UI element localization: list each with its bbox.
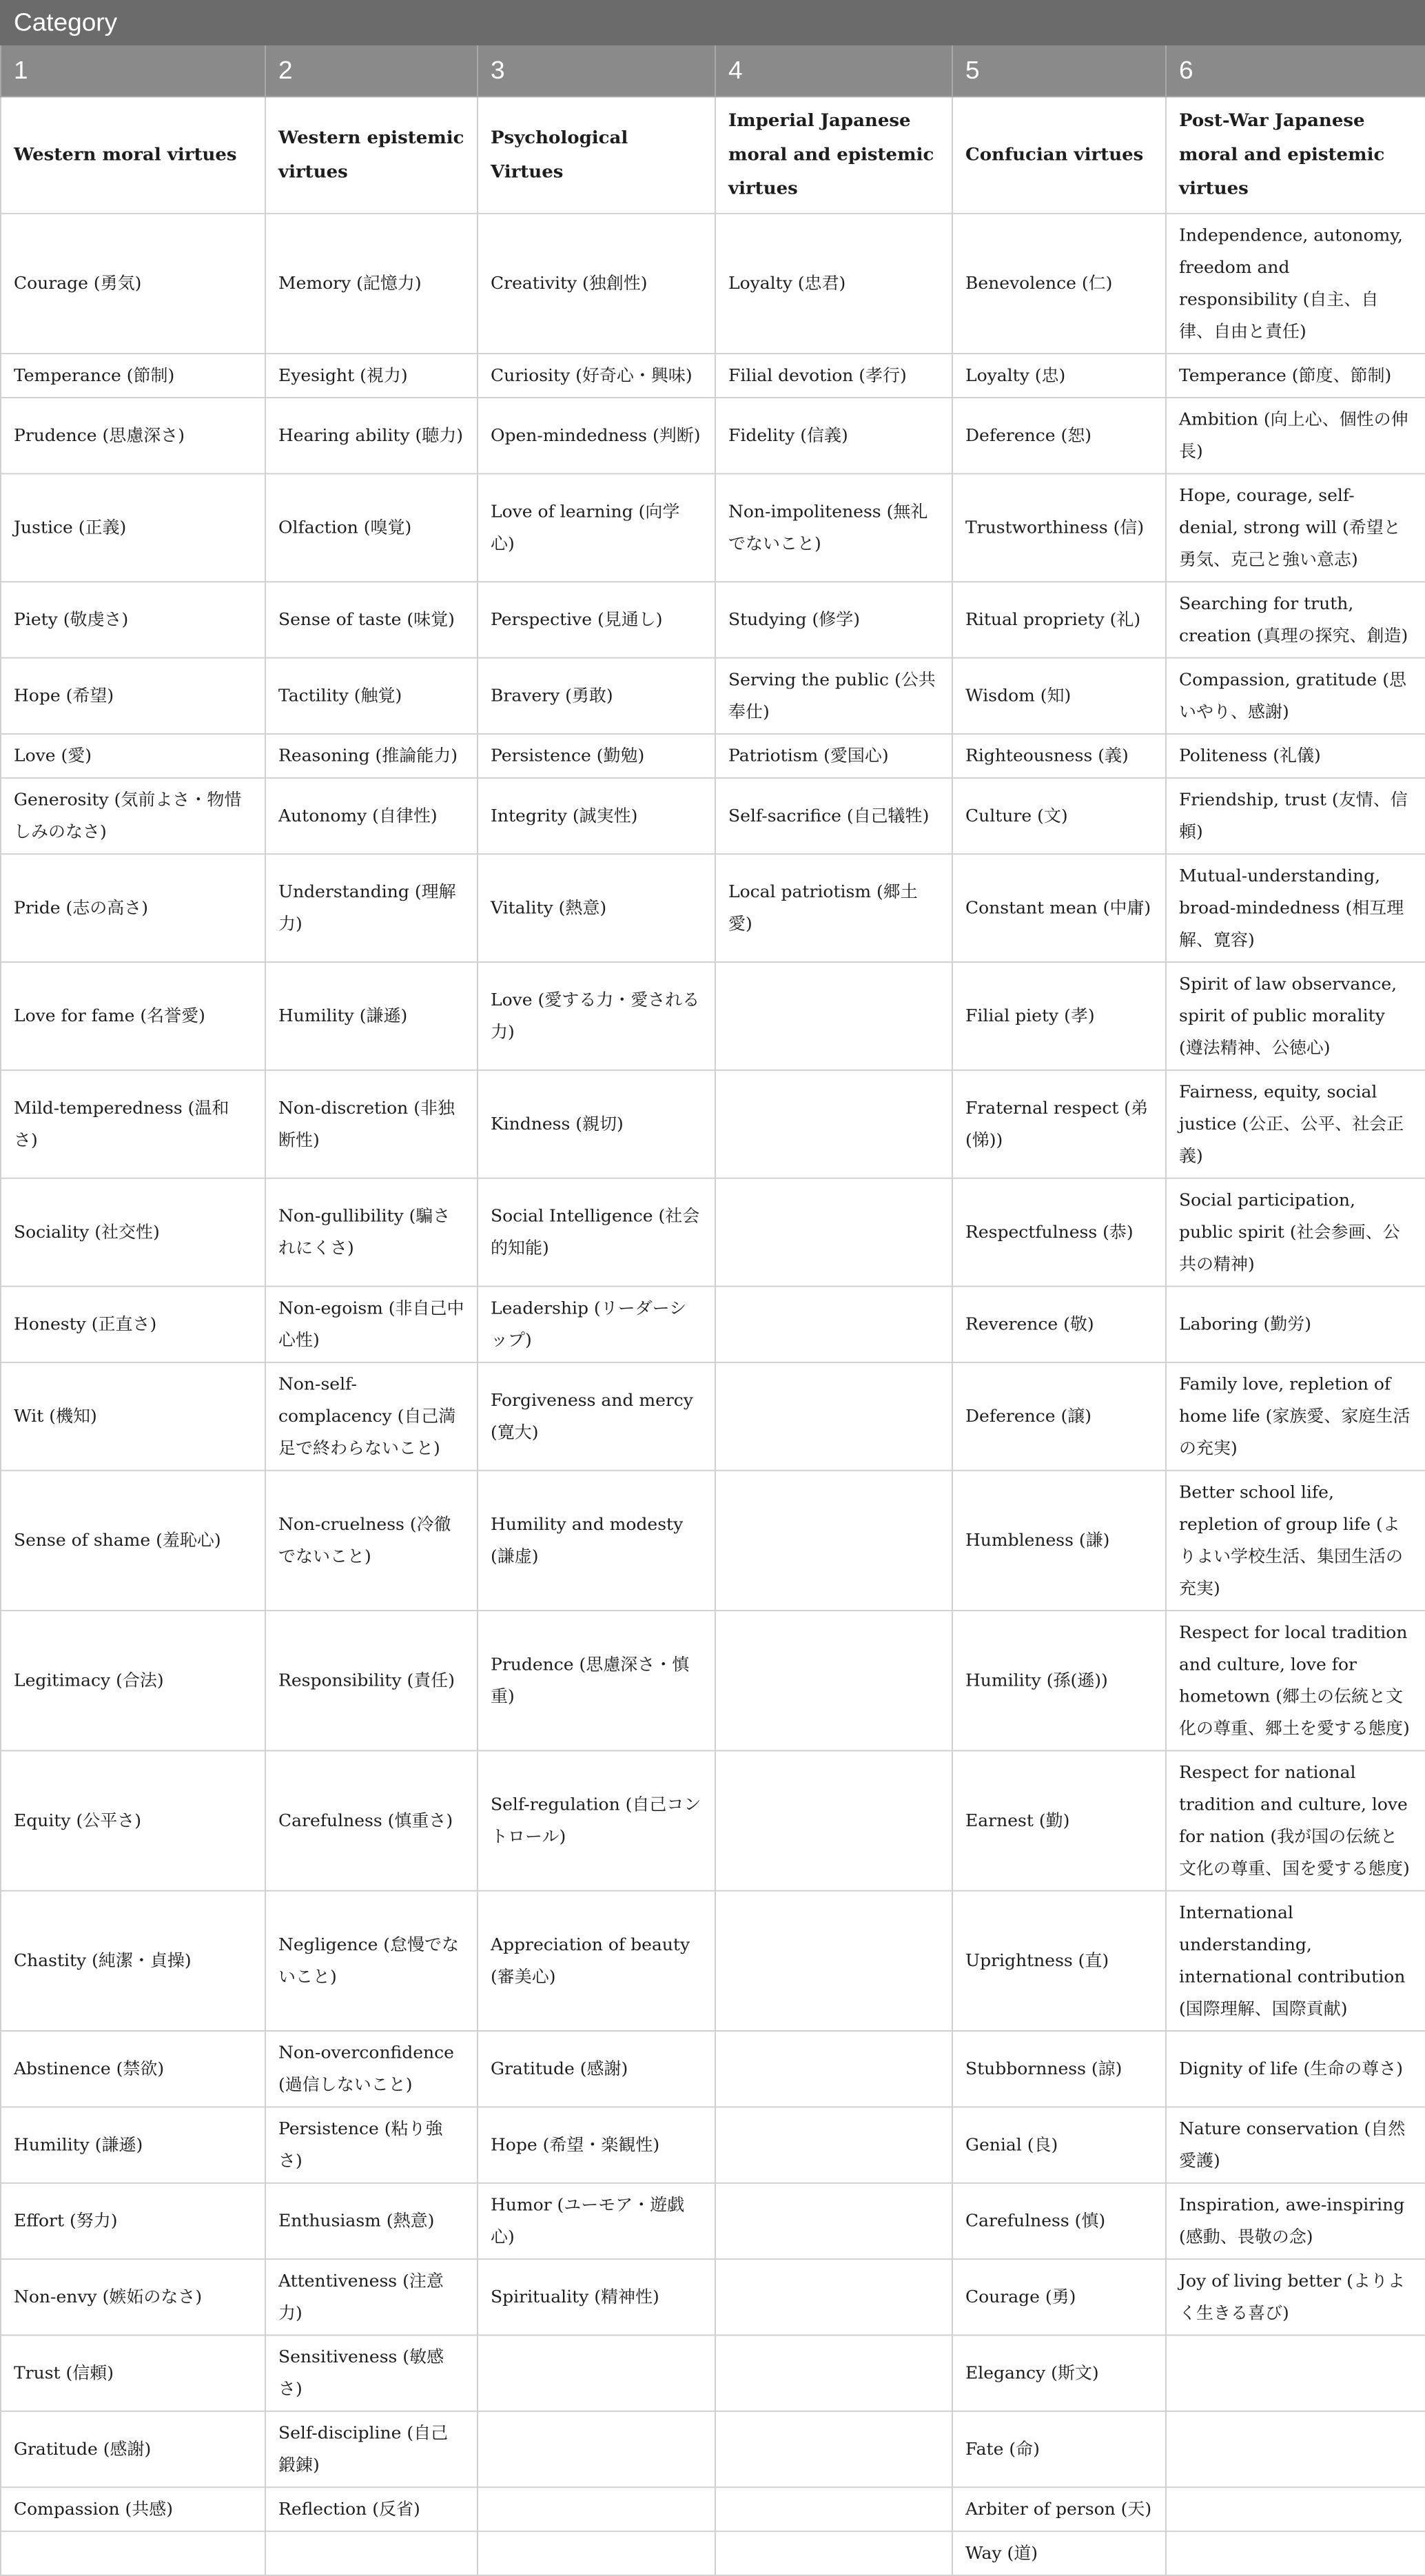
table-row bbox=[1, 2259, 1425, 2335]
table-cell: Olfaction (嗅覚) bbox=[265, 473, 478, 582]
table-cell: Vitality (熱意) bbox=[478, 854, 715, 962]
table-cell: Humbleness (謙) bbox=[952, 1471, 1166, 1611]
table-cell bbox=[715, 2107, 952, 2183]
table-cell: Appreciation of beauty (審美心) bbox=[478, 1891, 715, 2031]
table-cell: Responsibility (責任) bbox=[265, 1611, 478, 1750]
table-cell: Forgiveness and mercy (寛大) bbox=[478, 1362, 715, 1471]
table-cell: Legitimacy (合法) bbox=[1, 1611, 265, 1750]
table-cell: Genial (良) bbox=[952, 2107, 1166, 2183]
table-cell: Wit (機知) bbox=[1, 1362, 265, 1471]
category-label: Category bbox=[1, 1, 1425, 45]
table-cell: Independence, autonomy, freedom and responsibility (自主、自律、自由と責任) bbox=[1166, 214, 1425, 354]
table-cell: Social Intelligence (社会的知能) bbox=[478, 1178, 715, 1287]
table-cell: Local patriotism (郷土愛) bbox=[715, 854, 952, 962]
table-row bbox=[1, 2183, 1425, 2259]
table-cell: Respect for national tradition and culture, love for nation (我が国の伝統と文化の尊重、国を愛する態度) bbox=[1166, 1750, 1425, 1890]
table-cell: Love (愛) bbox=[1, 734, 265, 778]
column-number: 2 bbox=[265, 45, 478, 97]
table-row bbox=[1, 2531, 1425, 2575]
table-cell: Leadership (リーダーシップ) bbox=[478, 1287, 715, 1362]
table-cell: Non-self-complacency (自己満足で終わらないこと) bbox=[265, 1362, 478, 1471]
table-cell: Persistence (粘り強さ) bbox=[265, 2107, 478, 2183]
table-cell: Carefulness (慎) bbox=[952, 2183, 1166, 2259]
table-cell: Hope (希望・楽観性) bbox=[478, 2107, 715, 2183]
table-cell: Social participation, public spirit (社会参画、公共の精神) bbox=[1166, 1178, 1425, 1287]
table-cell: Sociality (社交性) bbox=[1, 1178, 265, 1287]
table-row bbox=[1, 1891, 1425, 2031]
table-cell: Ritual propriety (礼) bbox=[952, 582, 1166, 657]
table-cell: Humility and modesty (謙虚) bbox=[478, 1471, 715, 1611]
table-cell: Respectfulness (恭) bbox=[952, 1178, 1166, 1287]
table-cell: Loyalty (忠君) bbox=[715, 214, 952, 354]
table-cell bbox=[478, 2411, 715, 2487]
table-cell bbox=[715, 2487, 952, 2531]
table-cell: Justice (正義) bbox=[1, 473, 265, 582]
table-row bbox=[1, 1362, 1425, 1471]
table-row bbox=[1, 658, 1425, 734]
table-cell: Humility (謙遜) bbox=[265, 962, 478, 1070]
table-cell: Stubbornness (諒) bbox=[952, 2031, 1166, 2107]
table-cell: Inspiration, awe-inspiring (感動、畏敬の念) bbox=[1166, 2183, 1425, 2259]
table-cell: Mild-temperedness (温和さ) bbox=[1, 1070, 265, 1178]
table-cell: Loyalty (忠) bbox=[952, 354, 1166, 398]
table-cell: Nature conservation (自然愛護) bbox=[1166, 2107, 1425, 2183]
table-cell: Eyesight (視力) bbox=[265, 354, 478, 398]
table-cell: Trustworthiness (信) bbox=[952, 473, 1166, 582]
table-cell bbox=[715, 2183, 952, 2259]
table-cell: Self-sacrifice (自己犠牲) bbox=[715, 778, 952, 854]
table-cell: Courage (勇) bbox=[952, 2259, 1166, 2335]
table-cell: Deference (恕) bbox=[952, 398, 1166, 473]
table-row bbox=[1, 1287, 1425, 1362]
table-cell: Non-cruelness (冷徹でないこと) bbox=[265, 1471, 478, 1611]
table-cell: Friendship, trust (友情、信頼) bbox=[1166, 778, 1425, 854]
table-cell: Patriotism (愛国心) bbox=[715, 734, 952, 778]
table-cell: Sensitiveness (敏感さ) bbox=[265, 2335, 478, 2411]
table-cell: Fairness, equity, social justice (公正、公平、社会正義) bbox=[1166, 1070, 1425, 1178]
column-header: Post-War Japanese moral and epistemic virtues bbox=[1166, 96, 1425, 213]
table-cell: Reasoning (推論能力) bbox=[265, 734, 478, 778]
table-cell: Fraternal respect (弟(悌)) bbox=[952, 1070, 1166, 1178]
table-cell: Temperance (節制) bbox=[1, 354, 265, 398]
table-cell: Way (道) bbox=[952, 2531, 1166, 2575]
table-cell bbox=[715, 1070, 952, 1178]
table-cell: Negligence (怠慢でないこと) bbox=[265, 1891, 478, 2031]
table-cell bbox=[1166, 2531, 1425, 2575]
table-cell: Courage (勇気) bbox=[1, 214, 265, 354]
table-cell: Bravery (勇敢) bbox=[478, 658, 715, 734]
table-cell bbox=[715, 2031, 952, 2107]
table-cell bbox=[1166, 2411, 1425, 2487]
table-cell: Love for fame (名誉愛) bbox=[1, 962, 265, 1070]
table-cell: Humility (孫(遜)) bbox=[952, 1611, 1166, 1750]
table-cell: Constant mean (中庸) bbox=[952, 854, 1166, 962]
table-cell: Open-mindedness (判断) bbox=[478, 398, 715, 473]
column-header: Western epistemic virtues bbox=[265, 96, 478, 213]
table-cell: Understanding (理解力) bbox=[265, 854, 478, 962]
table-cell: Searching for truth, creation (真理の探究、創造) bbox=[1166, 582, 1425, 657]
table-cell: Enthusiasm (熱意) bbox=[265, 2183, 478, 2259]
table-cell: Compassion, gratitude (思いやり、感謝) bbox=[1166, 658, 1425, 734]
table-cell: Honesty (正直さ) bbox=[1, 1287, 265, 1362]
table-cell: Curiosity (好奇心・興味) bbox=[478, 354, 715, 398]
table-row bbox=[1, 214, 1425, 354]
column-header: Western moral virtues bbox=[1, 96, 265, 213]
table-row bbox=[1, 1750, 1425, 1890]
table-cell: International understanding, international contribution (国際理解、国際貢献) bbox=[1166, 1891, 1425, 2031]
table-cell: Benevolence (仁) bbox=[952, 214, 1166, 354]
table-cell bbox=[715, 1178, 952, 1287]
table-row bbox=[1, 854, 1425, 962]
table-cell bbox=[715, 962, 952, 1070]
table-cell bbox=[715, 2259, 952, 2335]
table-cell bbox=[478, 2487, 715, 2531]
table-cell: Arbiter of person (天) bbox=[952, 2487, 1166, 2531]
table-cell bbox=[1166, 2487, 1425, 2531]
table-cell: Tactility (触覚) bbox=[265, 658, 478, 734]
table-cell: Politeness (礼儀) bbox=[1166, 734, 1425, 778]
table-cell: Joy of living better (よりよく生きる喜び) bbox=[1166, 2259, 1425, 2335]
table-cell: Gratitude (感謝) bbox=[1, 2411, 265, 2487]
table-cell: Effort (努力) bbox=[1, 2183, 265, 2259]
table-cell bbox=[478, 2335, 715, 2411]
table-cell: Persistence (勤勉) bbox=[478, 734, 715, 778]
column-number: 3 bbox=[478, 45, 715, 97]
column-header: Psychological Virtues bbox=[478, 96, 715, 213]
table-cell: Hope, courage, self-denial, strong will (希望と勇気、克己と強い意志) bbox=[1166, 473, 1425, 582]
table-row bbox=[1, 398, 1425, 473]
table-cell: Wisdom (知) bbox=[952, 658, 1166, 734]
table-cell bbox=[1, 2531, 265, 2575]
table-cell: Chastity (純潔・貞操) bbox=[1, 1891, 265, 2031]
table-row bbox=[1, 962, 1425, 1070]
table-cell: Serving the public (公共奉仕) bbox=[715, 658, 952, 734]
table-cell: Equity (公平さ) bbox=[1, 1750, 265, 1890]
table-cell bbox=[715, 2531, 952, 2575]
table-row bbox=[1, 778, 1425, 854]
table-cell: Non-overconfidence (過信しないこと) bbox=[265, 2031, 478, 2107]
table-cell: Ambition (向上心、個性の伸長) bbox=[1166, 398, 1425, 473]
column-header: Imperial Japanese moral and epistemic virtues bbox=[715, 96, 952, 213]
table-cell: Pride (志の高さ) bbox=[1, 854, 265, 962]
table-cell: Earnest (勤) bbox=[952, 1750, 1166, 1890]
table-cell bbox=[715, 2335, 952, 2411]
table-row bbox=[1, 473, 1425, 582]
table-cell: Spirituality (精神性) bbox=[478, 2259, 715, 2335]
table-row bbox=[1, 2487, 1425, 2531]
table-cell: Dignity of life (生命の尊さ) bbox=[1166, 2031, 1425, 2107]
table-cell bbox=[715, 1471, 952, 1611]
table-cell bbox=[715, 2411, 952, 2487]
table-cell bbox=[715, 1611, 952, 1750]
table-cell: Self-discipline (自己鍛錬) bbox=[265, 2411, 478, 2487]
table-row bbox=[1, 2031, 1425, 2107]
table-row bbox=[1, 582, 1425, 657]
table-cell bbox=[715, 1287, 952, 1362]
table-cell: Non-impoliteness (無礼でないこと) bbox=[715, 473, 952, 582]
table-cell: Sense of taste (味覚) bbox=[265, 582, 478, 657]
table-cell: Filial piety (孝) bbox=[952, 962, 1166, 1070]
table-cell: Sense of shame (羞恥心) bbox=[1, 1471, 265, 1611]
table-cell: Righteousness (義) bbox=[952, 734, 1166, 778]
table-row bbox=[1, 1471, 1425, 1611]
table-row bbox=[1, 1611, 1425, 1750]
column-header: Confucian virtues bbox=[952, 96, 1166, 213]
table-cell: Humility (謙遜) bbox=[1, 2107, 265, 2183]
table-row bbox=[1, 1070, 1425, 1178]
table-cell: Fidelity (信義) bbox=[715, 398, 952, 473]
table-cell: Perspective (見通し) bbox=[478, 582, 715, 657]
table-cell: Studying (修学) bbox=[715, 582, 952, 657]
table-row bbox=[1, 1178, 1425, 1287]
category-header-row bbox=[1, 1, 1425, 45]
table-row bbox=[1, 2411, 1425, 2487]
table-cell: Mutual-understanding, broad-mindedness (相互理解、寛容) bbox=[1166, 854, 1425, 962]
table-cell: Carefulness (慎重さ) bbox=[265, 1750, 478, 1890]
table-cell: Family love, repletion of home life (家族愛、家庭生活の充実) bbox=[1166, 1362, 1425, 1471]
column-number: 1 bbox=[1, 45, 265, 97]
table-cell bbox=[715, 1891, 952, 2031]
column-number: 5 bbox=[952, 45, 1166, 97]
table-cell: Attentiveness (注意力) bbox=[265, 2259, 478, 2335]
table-cell: Spirit of law observance, spirit of public morality (遵法精神、公徳心) bbox=[1166, 962, 1425, 1070]
table-cell: Love of learning (向学心) bbox=[478, 473, 715, 582]
table-cell: Non-discretion (非独断性) bbox=[265, 1070, 478, 1178]
column-number: 4 bbox=[715, 45, 952, 97]
table-cell: Prudence (思慮深さ) bbox=[1, 398, 265, 473]
table-row bbox=[1, 734, 1425, 778]
column-header-row bbox=[1, 96, 1425, 213]
table-cell: Gratitude (感謝) bbox=[478, 2031, 715, 2107]
table-cell: Non-egoism (非自己中心性) bbox=[265, 1287, 478, 1362]
table-cell: Kindness (親切) bbox=[478, 1070, 715, 1178]
table-cell: Respect for local tradition and culture, love for hometown (郷土の伝統と文化の尊重、郷土を愛する態度) bbox=[1166, 1611, 1425, 1750]
table-cell: Trust (信頼) bbox=[1, 2335, 265, 2411]
table-cell: Generosity (気前よさ・物惜しみのなさ) bbox=[1, 778, 265, 854]
table-cell: Memory (記憶力) bbox=[265, 214, 478, 354]
table-cell bbox=[715, 1750, 952, 1890]
table-cell: Fate (命) bbox=[952, 2411, 1166, 2487]
table-cell: Reflection (反省) bbox=[265, 2487, 478, 2531]
table-row bbox=[1, 2107, 1425, 2183]
table-cell: Elegancy (斯文) bbox=[952, 2335, 1166, 2411]
table-cell: Creativity (独創性) bbox=[478, 214, 715, 354]
table-cell: Temperance (節度、節制) bbox=[1166, 354, 1425, 398]
table-cell: Prudence (思慮深さ・慎重) bbox=[478, 1611, 715, 1750]
table-cell: Humor (ユーモア・遊戯心) bbox=[478, 2183, 715, 2259]
table-row bbox=[1, 2335, 1425, 2411]
column-number-row bbox=[1, 45, 1425, 97]
table-row bbox=[1, 354, 1425, 398]
table-cell: Autonomy (自律性) bbox=[265, 778, 478, 854]
table-cell: Non-envy (嫉妬のなさ) bbox=[1, 2259, 265, 2335]
table-cell bbox=[715, 1362, 952, 1471]
table-cell: Culture (文) bbox=[952, 778, 1166, 854]
table-cell bbox=[1166, 2335, 1425, 2411]
table-cell: Laboring (勤労) bbox=[1166, 1287, 1425, 1362]
column-number: 6 bbox=[1166, 45, 1425, 97]
table-cell: Reverence (敬) bbox=[952, 1287, 1166, 1362]
table-cell: Compassion (共感) bbox=[1, 2487, 265, 2531]
table-cell: Hearing ability (聴力) bbox=[265, 398, 478, 473]
table-cell bbox=[478, 2531, 715, 2575]
table-cell: Piety (敬虔さ) bbox=[1, 582, 265, 657]
table-cell: Hope (希望) bbox=[1, 658, 265, 734]
table-cell: Love (愛する力・愛される力) bbox=[478, 962, 715, 1070]
table-cell: Uprightness (直) bbox=[952, 1891, 1166, 2031]
table-cell: Abstinence (禁欲) bbox=[1, 2031, 265, 2107]
table-cell bbox=[265, 2531, 478, 2575]
table-cell: Non-gullibility (騙されにくさ) bbox=[265, 1178, 478, 1287]
table-cell: Self-regulation (自己コントロール) bbox=[478, 1750, 715, 1890]
table-cell: Filial devotion (孝行) bbox=[715, 354, 952, 398]
table-cell: Integrity (誠実性) bbox=[478, 778, 715, 854]
table-cell: Better school life, repletion of group life (よりよい学校生活、集団生活の充実) bbox=[1166, 1471, 1425, 1611]
table-cell: Deference (譲) bbox=[952, 1362, 1166, 1471]
